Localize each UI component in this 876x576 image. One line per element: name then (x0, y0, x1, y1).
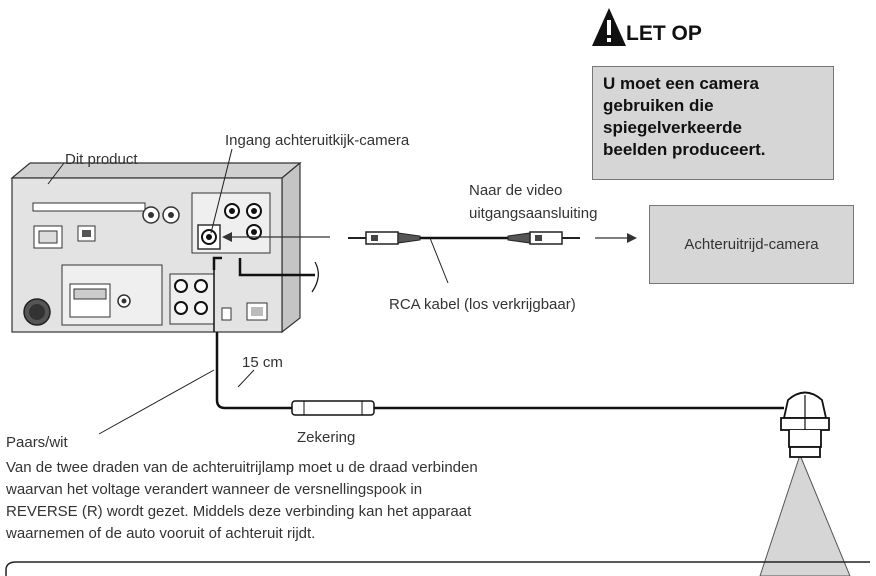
distance-label: 15 cm (242, 354, 283, 371)
bottom-box-edge (6, 562, 870, 576)
warning-line: spiegelverkeerde (603, 118, 742, 137)
fuse-label: Zekering (297, 429, 356, 446)
description-line: waarnemen of de auto vooruit of achteruit rijdt. (6, 525, 316, 542)
camera-input-label: Ingang achteruitkijk-camera (225, 132, 410, 149)
description-line: waarvan het voltage verandert wanneer de versnellingspook in (6, 481, 423, 498)
wire-color-label: Paars/wit (6, 434, 68, 451)
description-line: REVERSE (R) wordt gezet. Middels deze verbinding kan het apparaat (6, 503, 472, 520)
warning-line: U moet een camera (603, 74, 759, 93)
description (6, 457, 616, 545)
video-output-label-2: uitgangsaansluiting (469, 205, 598, 222)
warning-title: LET OP (626, 22, 702, 45)
video-output-label-1: Naar de video (469, 182, 563, 199)
rca-cable-label: RCA kabel (los verkrijgbaar) (389, 296, 576, 313)
warning-box (592, 66, 834, 180)
warning-line: gebruiken die (603, 96, 714, 115)
reverse-lamp (760, 393, 850, 576)
product-label: Dit product (65, 151, 138, 168)
head-unit (12, 163, 300, 332)
arrow-to-camera (595, 233, 637, 243)
description-line: Van de twee draden van de achteruitrijlamp moet u de draad verbinden (6, 459, 478, 476)
rca-cable (348, 232, 580, 244)
camera-box (649, 205, 854, 284)
warning-icon (592, 8, 626, 46)
camera-label: Achteruitrijd-camera (684, 236, 819, 253)
warning-line: beelden produceert. (603, 140, 766, 159)
reverse-wire (217, 332, 784, 415)
